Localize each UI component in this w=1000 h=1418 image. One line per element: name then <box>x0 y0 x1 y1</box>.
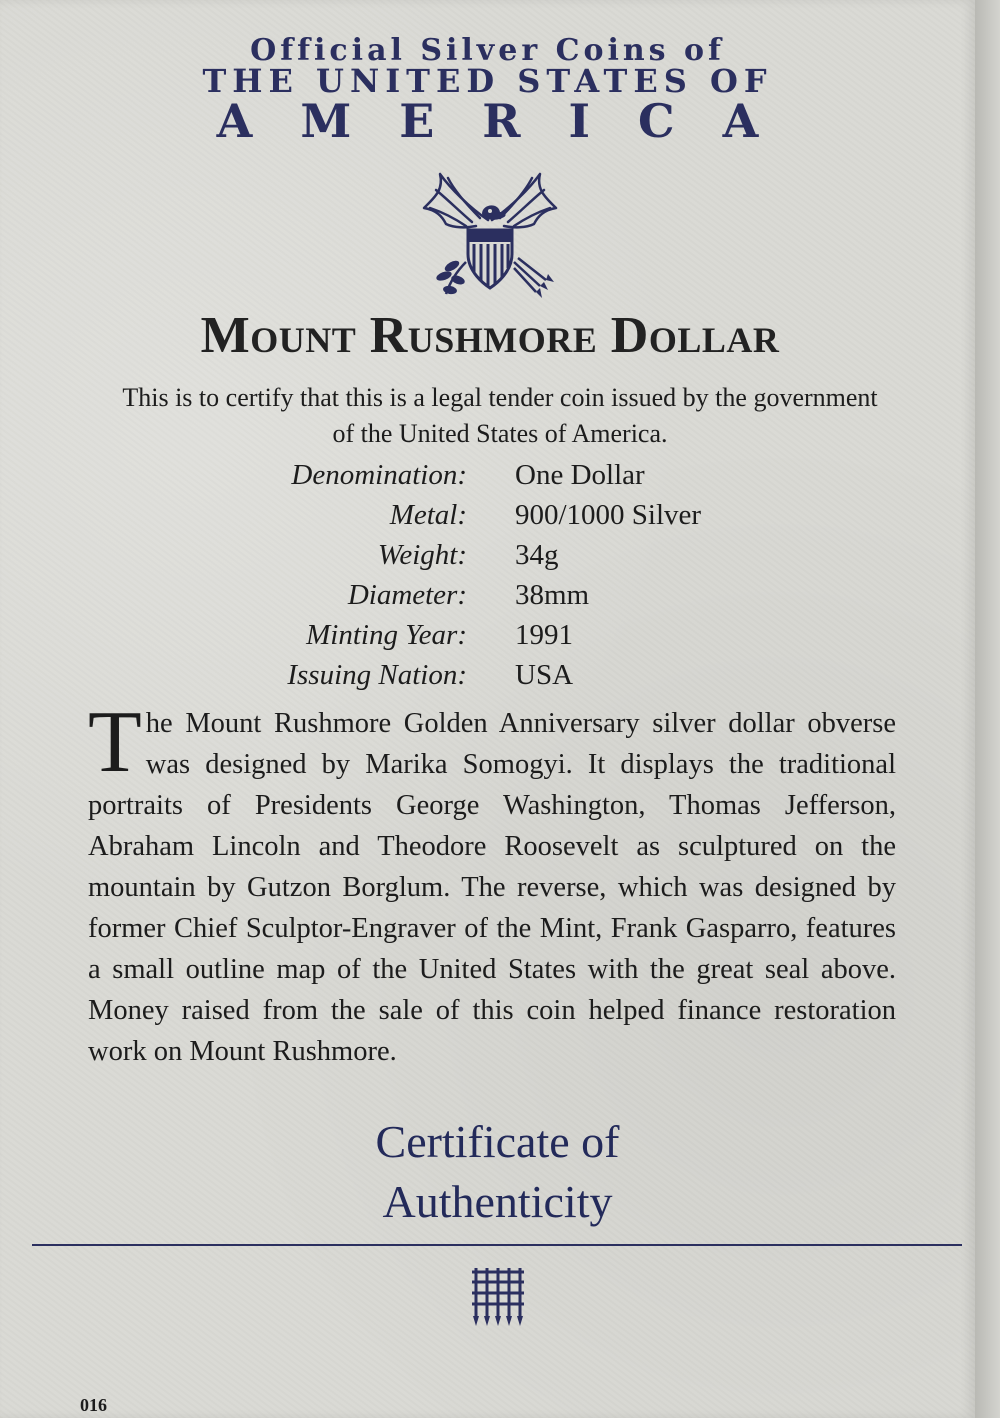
background-edge <box>975 0 1000 1418</box>
spec-label: Denomination: <box>291 459 467 491</box>
spec-label: Issuing Nation: <box>287 659 467 691</box>
spec-row-weight <box>0 535 975 575</box>
spec-row-denomination <box>0 455 975 495</box>
spec-value: 34g <box>515 539 559 571</box>
spec-row-minting-year <box>0 615 975 655</box>
spec-value: USA <box>515 659 574 691</box>
spec-value: 38mm <box>515 579 590 611</box>
serial-number: 016 <box>80 1395 107 1415</box>
drop-cap: T <box>88 694 142 791</box>
coin-description <box>88 694 896 1072</box>
spec-row-issuing-nation <box>0 655 975 695</box>
divider <box>32 1244 962 1246</box>
portcullis-icon <box>468 1266 528 1332</box>
eagle-shield-icon <box>410 168 570 298</box>
spec-value: One Dollar <box>515 459 645 491</box>
specifications-table <box>0 455 975 695</box>
spec-label: Metal: <box>389 499 467 531</box>
header-line-3: AMERICA <box>216 94 807 148</box>
spec-label: Diameter: <box>347 579 467 611</box>
spec-label: Weight: <box>377 539 467 571</box>
header <box>0 33 975 148</box>
spec-label: Minting Year: <box>306 619 467 651</box>
description-text: he Mount Rushmore Golden Anniversary silver dollar obverse was designed by Marika Somogyi. It displays the traditional portraits of Presidents George Washington, Thomas Jefferson, Abraham Lincoln and Theodore Roosevelt as sculptured on the mountain by Gutzon Borglum. The reverse, which was designed by former Chief Sculptor-Engraver of the Mint, Frank Gasparro, features a small outline map of the United States with the great seal above. Money raised from the sale of this coin helped finance restoration work on Mount Rushmore. <box>88 708 896 1067</box>
certificate-of-authenticity-heading <box>0 1112 995 1232</box>
footer-title-line-2: Authenticity <box>382 1176 613 1227</box>
header-line-1: Official Silver Coins of <box>250 33 725 68</box>
page-title: Mount Rushmore Dollar <box>200 307 780 364</box>
spec-value: 1991 <box>515 619 573 651</box>
footer-title-line-1: Certificate of <box>375 1116 620 1167</box>
spec-row-diameter <box>0 575 975 615</box>
certify-statement: This is to certify that this is a legal tender coin issued by the government of the United States of America. <box>122 383 878 448</box>
header-line-2: THE UNITED STATES OF <box>202 62 773 100</box>
spec-value: 900/1000 Silver <box>515 499 702 531</box>
spec-row-metal <box>0 495 975 535</box>
